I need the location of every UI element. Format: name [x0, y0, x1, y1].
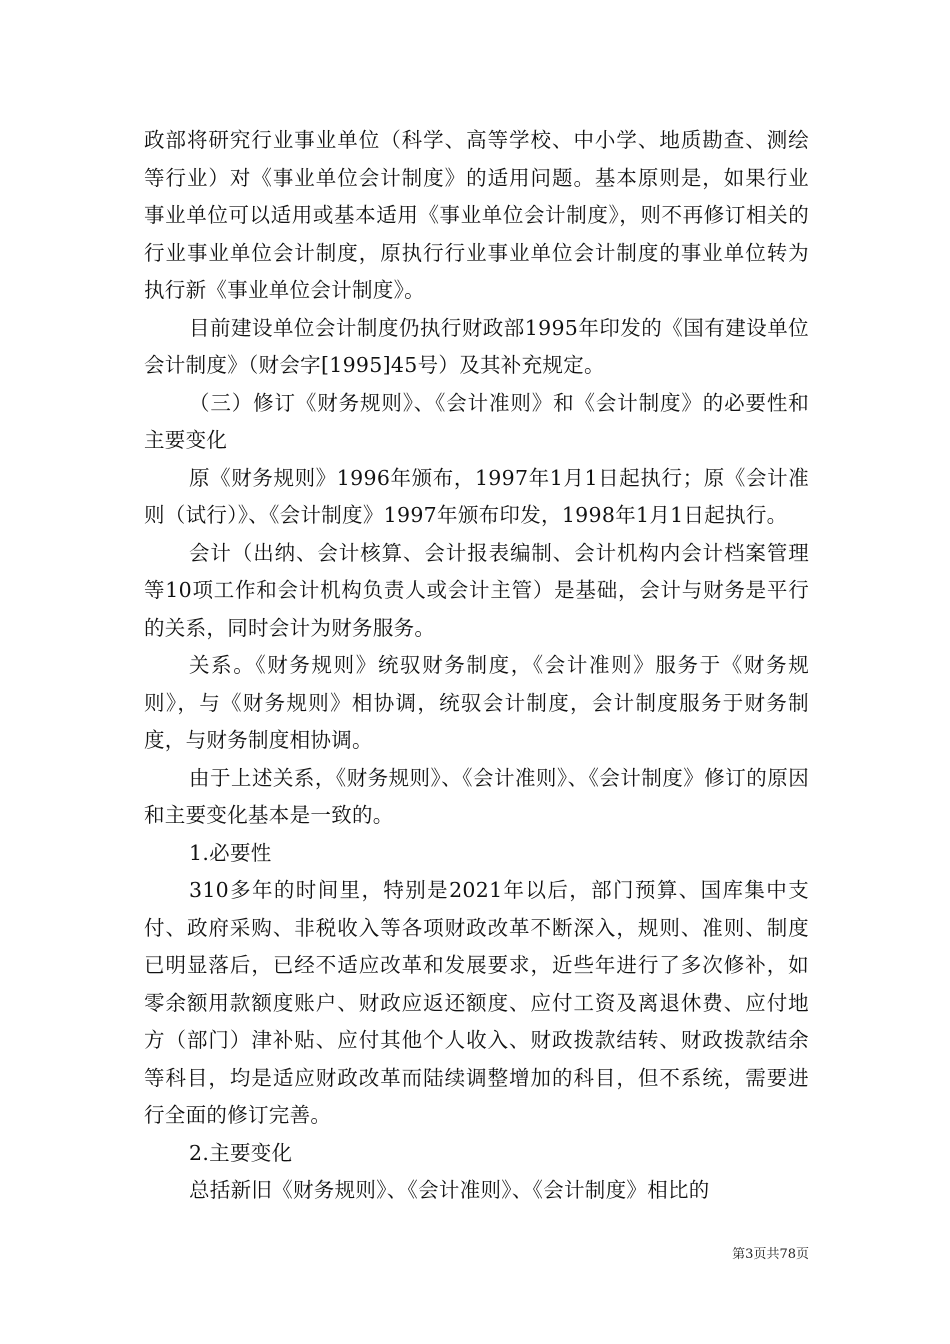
paragraph-relationship: 关系。《财务规则》统驭财务制度，《会计准则》服务于《财务规则》，与《财务规则》相协调，统驭会计制度，会计制度服务于财务制度，与财务制度相协调。 — [144, 653, 809, 752]
paragraph-consistency: 由于上述关系，《财务规则》、《会计准则》、《会计制度》修订的原因和主要变化基本是一致的。 — [144, 765, 809, 827]
paragraph-necessity: 310多年的时间里，特别是2021年以后，部门预算、国库集中支付、政府采购、非税收入等各项财政改革不断深入，规则、准则、制度已明显落后，已经不适应改革和发展要求，近些年进行了多次修补，如零余额用款额度账户、财政应返还额度、应付工资及离退休费、应付地方（部门）津补贴、应付其他个人收入、财政拨款结转、财政拨款结余等科目，均是适应财政改革而陆续调整增加的科目，但不系统，需要进行全面的修订完善。 — [144, 878, 809, 1127]
paragraph-construction-unit: 目前建设单位会计制度仍执行财政部1995年印发的《国有建设单位会计制度》（财会字[1995]45号）及其补充规定。 — [144, 315, 809, 377]
paragraph-main-changes: 总括新旧《财务规则》、《会计准则》、《会计制度》相比的 — [189, 1178, 710, 1202]
paragraph-continuation: 政部将研究行业事业单位（科学、高等学校、中小学、地质勘查、测绘等行业）对《事业单位会计制度》的适用问题。基本原则是，如果行业事业单位可以适用或基本适用《事业单位会计制度》，则不再修订相关的行业事业单位会计制度，原执行行业事业单位会计制度的事业单位转为执行新《事业单位会计制度》。 — [144, 128, 809, 302]
paragraph-accounting: 会计（出纳、会计核算、会计报表编制、会计机构内会计档案管理等10项工作和会计机构负责人或会计主管）是基础，会计与财务是平行的关系，同时会计为财务服务。 — [144, 540, 809, 640]
paragraph-history: 原《财务规则》1996年颁布，1997年1月1日起执行；原《会计准则（试行）》、《会计制度》1997年颁布印发，1998年1月1日起执行。 — [144, 465, 809, 527]
subheading-main-changes: 2.主要变化 — [189, 1140, 293, 1165]
document-body — [144, 122, 809, 1210]
subheading-necessity: 1.必要性 — [189, 840, 272, 865]
section-heading-3: （三）修订《财务规则》、《会计准则》和《会计制度》的必要性和主要变化 — [144, 390, 809, 452]
page-number: 第3页共78页 — [732, 1247, 809, 1262]
